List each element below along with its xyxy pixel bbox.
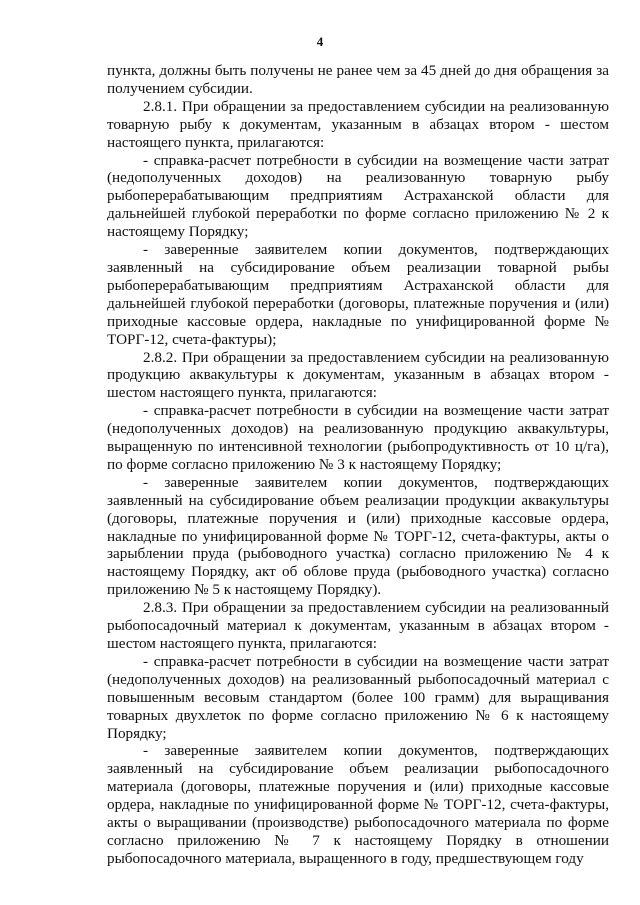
paragraph-2-8-3-docs: - заверенные заявителем копии документов, подтверждающих заявленный на субсидирование объем реализации рыбопосадочного материала (договоры, платежные поручения и (или) приходные кассовые ордера, накладные по унифицированной форме № ТОРГ-12, счета-фактуры, акты о выращивании (производстве) рыбопосадочного материала по форме согласно приложению № 7 к настоящему Порядку в отношении рыбопосадочного материала, выращенного в году, предшествующем году	[107, 742, 609, 867]
page-number: 4	[316, 34, 324, 49]
paragraph-continuation: пункта, должны быть получены не ранее чем за 45 дней до дня обращения за получением субсидии.	[107, 62, 609, 97]
paragraph-2-8-2: 2.8.2. При обращении за предоставлением субсидии на реализованную продукцию аквакультуры к документам, указанным в абзацах втором - шестом настоящего пункта, прилагаются:	[107, 348, 609, 402]
paragraph-2-8-3: 2.8.3. При обращении за предоставлением субсидии на реализованный рыбопосадочный материал к документам, указанным в абзацах втором - шестом настоящего пункта, прилагаются:	[107, 599, 609, 652]
paragraph-2-8-3-calc: - справка-расчет потребности в субсидии на возмещение части затрат (недополученных доходов) на реализованный рыбопосадочный материал с повышенным весовым стандартом (более 100 грамм) для выращивания товарных двухлеток по форме согласно приложению № 6 к настоящему Порядку;	[107, 652, 609, 742]
paragraph-2-8-1-docs: - заверенные заявителем копии документов, подтверждающих заявленный на субсидирование объем реализации товарной рыбы рыбоперерабатывающим предприятиям Астраханской области для дальнейшей глубокой переработки (договоры, платежные поручения и (или) приходные кассовые ордера, накладные по унифицированной форме № ТОРГ-12, счета-фактуры);	[107, 241, 609, 348]
paragraph-2-8-1-calc: - справка-расчет потребности в субсидии на возмещение части затрат (недополученных доходов) на реализованную товарную рыбу рыбоперерабатывающим предприятиям Астраханской области для дальнейшей глубокой переработки по форме согласно приложению № 2 к настоящему Порядку;	[107, 151, 609, 241]
paragraph-2-8-1: 2.8.1. При обращении за предоставлением субсидии на реализованную товарную рыбу к документам, указанным в абзацах втором - шестом настоящего пункта, прилагаются:	[107, 97, 609, 151]
paragraph-2-8-2-docs: - заверенные заявителем копии документов, подтверждающих заявленный на субсидирование объем реализации продукции аквакультуры (договоры, платежные поручения и (или) приходные кассовые ордера, накладные по унифицированной форме № ТОРГ-12, счета-фактуры, акты о зарыблении пруда (рыбоводного участка) согласно приложению № 4 к настоящему Порядку, акт об облове пруда (рыбоводного участка) согласно приложению № 5 к настоящему Порядку).	[107, 473, 609, 599]
document-body	[107, 62, 609, 868]
paragraph-2-8-2-calc: - справка-расчет потребности в субсидии на возмещение части затрат (недополученных доходов) на реализованную продукцию аквакультуры, выращенную по интенсивной технологии (рыбопродуктивность от 10 ц/га), по форме согласно приложению № 3 к настоящему Порядку;	[107, 402, 609, 473]
